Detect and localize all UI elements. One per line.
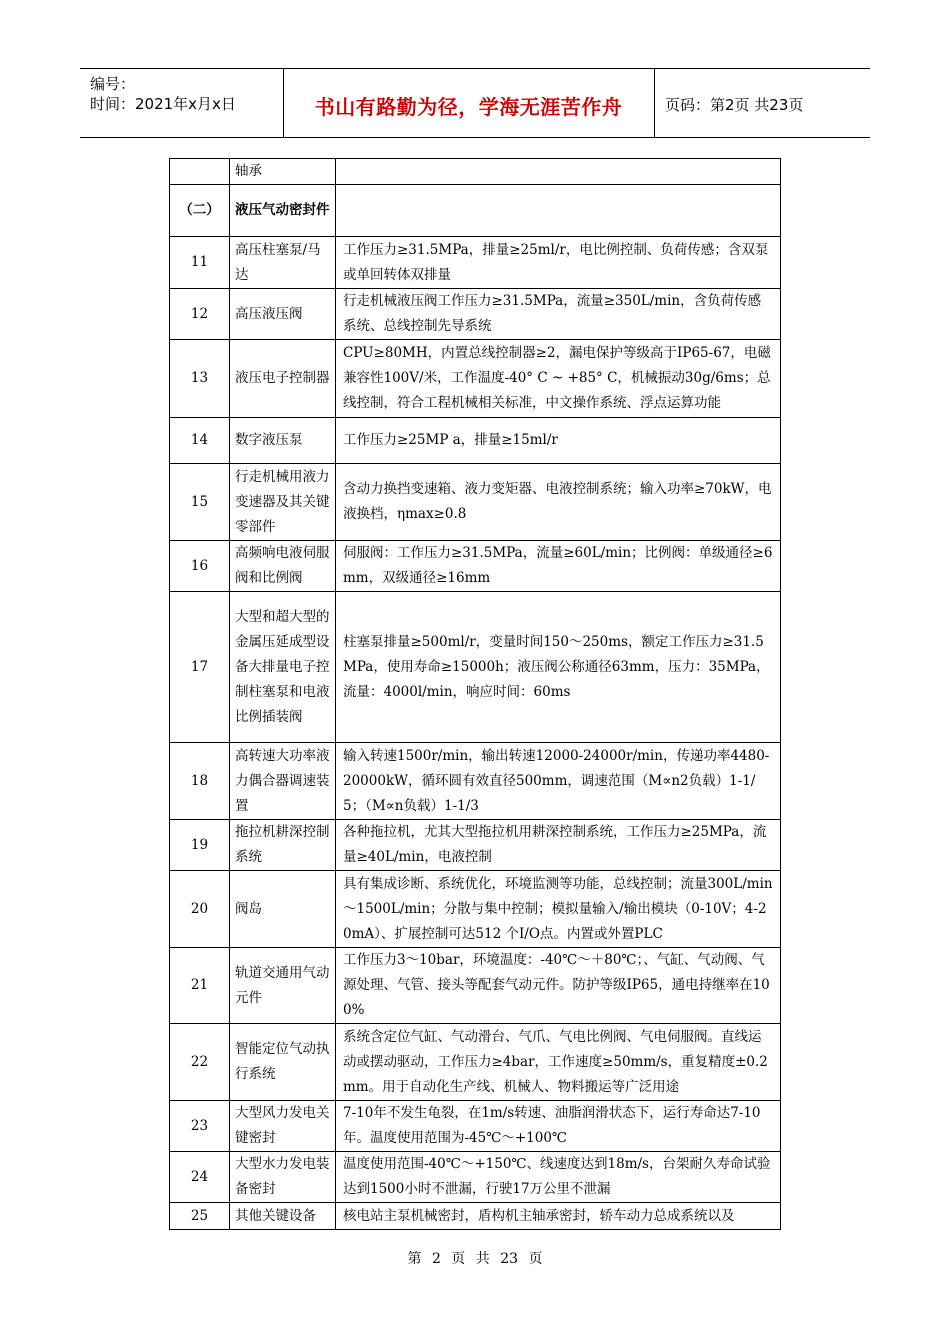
section-title: 液压气动密封件 <box>230 185 336 237</box>
row-item-name: 其他关键设备 <box>230 1203 336 1230</box>
row-number: 22 <box>170 1024 230 1101</box>
row-description: 7-10年不发生龟裂，在1m/s转速、油脂润滑状态下，运行寿命达7-10年。温度使用范围为-45℃～+100℃ <box>336 1101 781 1152</box>
table-row <box>170 541 781 592</box>
table-row <box>170 592 781 743</box>
table-row <box>170 743 781 820</box>
row-item-name: 数字液压泵 <box>230 418 336 464</box>
row-description: 输入转速1500r/min，输出转速12000-24000r/min，传递功率4480-20000kW，循环圆有效直径500mm，调速范围（M∝n2负载）1-1/5；（M∝n负载）1-1/3 <box>336 743 781 820</box>
row-item-name: 行走机械用液力变速器及其关键零部件 <box>230 464 336 541</box>
row-item-name: 液压电子控制器 <box>230 340 336 418</box>
row-number: 19 <box>170 820 230 871</box>
table-row <box>170 1203 781 1230</box>
row-item-name: 大型风力发电关键密封 <box>230 1101 336 1152</box>
row-item-name: 大型水力发电装备密封 <box>230 1152 336 1203</box>
row-description: 各种拖拉机，尤其大型拖拉机用耕深控制系统，工作压力≥25MPa，流量≥40L/min，电液控制 <box>336 820 781 871</box>
header-page-label: 页码：第2页 共23页 <box>665 96 804 114</box>
row-description: 伺服阀：工作压力≥31.5MPa，流量≥60L/min；比例阀：单级通径≥6mm，双级通径≥16mm <box>336 541 781 592</box>
row-number: 11 <box>170 237 230 289</box>
row-description: 工作压力≥31.5MPa，排量≥25ml/r，电比例控制、负荷传感；含双泵或单回转体双排量 <box>336 237 781 289</box>
table-section-row <box>170 185 781 237</box>
row-number: 23 <box>170 1101 230 1152</box>
row-description: CPU≥80MH，内置总线控制器≥2，漏电保护等级高于IP65-67，电磁兼容性100V/米，工作温度-40° C ~ +85° C，机械振动30g/6ms；总线控制，符合工程机械相关标准，中文操作系统、浮点运算功能 <box>336 340 781 418</box>
row-number: 17 <box>170 592 230 743</box>
table-row <box>170 1152 781 1203</box>
header-info-cell <box>80 69 284 137</box>
row-number: 12 <box>170 289 230 340</box>
table-row <box>170 418 781 464</box>
table-row <box>170 289 781 340</box>
section-number: （二） <box>170 185 230 237</box>
row-number: 15 <box>170 464 230 541</box>
header-motto: 书山有路勤为径，学海无涯苦作舟 <box>314 95 623 119</box>
table-row <box>170 871 781 948</box>
document-number-label: 编号： <box>90 75 136 93</box>
row-item-name: 高压液压阀 <box>230 289 336 340</box>
row-item-name: 高压柱塞泵/马达 <box>230 237 336 289</box>
row-item-name: 大型和超大型的金属压延成型设备大排量电子控制柱塞泵和电液比例插装阀 <box>230 592 336 743</box>
row-item-name: 阀岛 <box>230 871 336 948</box>
row-description: 温度使用范围-40℃～+150℃、线速度达到18m/s，台架耐久寿命试验达到1500小时不泄漏，行驶17万公里不泄漏 <box>336 1152 781 1203</box>
row-description: 工作压力3～10bar，环境温度：-40℃～＋80℃；、气缸、气动阀、气源处理、气管、接头等配套气动元件。防护等级IP65，通电持继率在100% <box>336 948 781 1024</box>
spec-table <box>169 158 781 1230</box>
header-motto-cell <box>283 69 655 137</box>
row-item-name: 智能定位气动执行系统 <box>230 1024 336 1101</box>
table-row <box>170 159 781 185</box>
row-number: 21 <box>170 948 230 1024</box>
row-number: 14 <box>170 418 230 464</box>
row-number: 25 <box>170 1203 230 1230</box>
table-row <box>170 1101 781 1152</box>
row-number: 20 <box>170 871 230 948</box>
row-description: 系统含定位气缸、气动滑台、气爪、气电比例阀、气电伺服阀。直线运动或摆动驱动，工作压力≥4bar，工作速度≥50mm/s，重复精度±0.2mm。用于自动化生产线、机械人、物料搬运等广泛用途 <box>336 1024 781 1101</box>
row-description: 含动力换挡变速箱、液力变矩器、电液控制系统；输入功率≥70kW，电液换档，ηmax≥0.8 <box>336 464 781 541</box>
row-description <box>336 185 781 237</box>
row-number: 24 <box>170 1152 230 1203</box>
row-description: 工作压力≥25MP a，排量≥15ml/r <box>336 418 781 464</box>
row-number: 16 <box>170 541 230 592</box>
row-item-name: 轨道交通用气动元件 <box>230 948 336 1024</box>
document-time-label: 时间：2021年x月x日 <box>90 95 236 113</box>
row-number <box>170 159 230 185</box>
row-item-name: 拖拉机耕深控制系统 <box>230 820 336 871</box>
page-footer: 第 2 页 共 23 页 <box>407 1251 543 1267</box>
row-item-name: 高频响电液伺服阀和比例阀 <box>230 541 336 592</box>
table-row <box>170 464 781 541</box>
table-row <box>170 1024 781 1101</box>
page-header <box>80 68 870 138</box>
row-description: 具有集成诊断、系统优化，环境监测等功能，总线控制；流量300L/min～1500L/min；分散与集中控制；模拟量输入/输出模块（0-10V；4-20mA）、扩展控制可达512 个I/O点。内置或外置PLC <box>336 871 781 948</box>
row-description: 柱塞泵排量≥500ml/r，变量时间150～250ms，额定工作压力≥31.5MPa，使用寿命≥15000h；液压阀公称通径63mm，压力：35MPa，流量：4000l/min，响应时间：60ms <box>336 592 781 743</box>
table-row <box>170 948 781 1024</box>
table-row <box>170 237 781 289</box>
row-item-name: 轴承 <box>230 159 336 185</box>
row-description: 核电站主泵机械密封，盾构机主轴承密封，轿车动力总成系统以及 <box>336 1203 781 1230</box>
row-number: 13 <box>170 340 230 418</box>
table-row <box>170 340 781 418</box>
header-page-cell <box>655 69 870 137</box>
table-row <box>170 820 781 871</box>
row-description <box>336 159 781 185</box>
row-description: 行走机械液压阀工作压力≥31.5MPa，流量≥350L/min，含负荷传感系统、总线控制先导系统 <box>336 289 781 340</box>
row-number: 18 <box>170 743 230 820</box>
row-item-name: 高转速大功率液力偶合器调速装置 <box>230 743 336 820</box>
